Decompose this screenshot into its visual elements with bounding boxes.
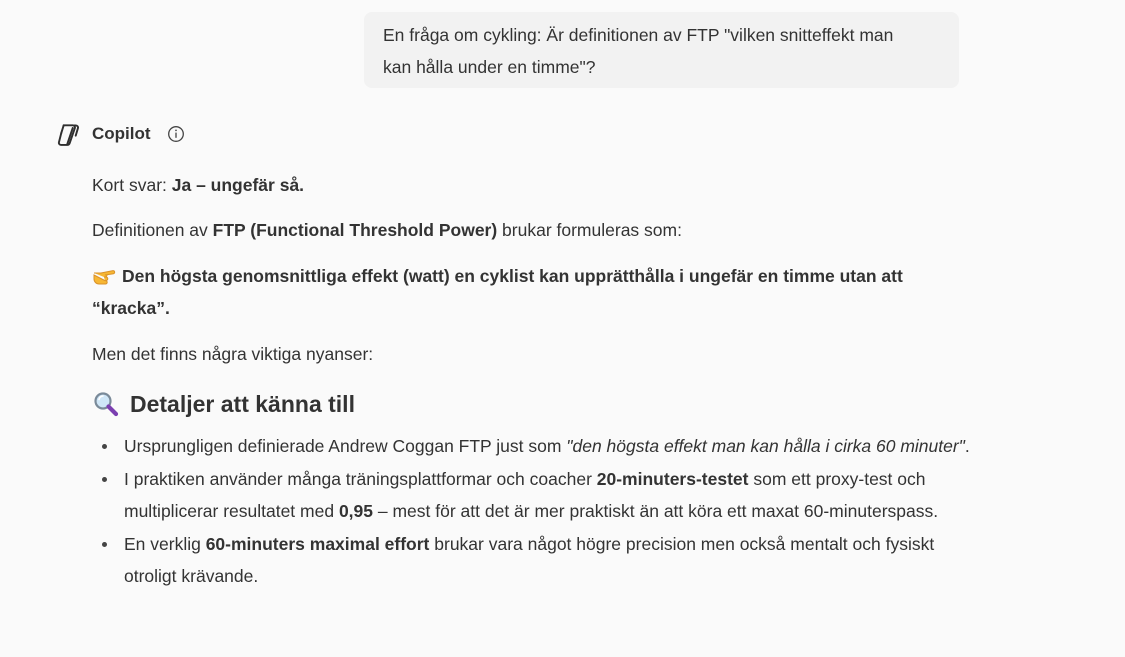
short-answer-paragraph [92,169,304,201]
assistant-name: Copilot [92,124,151,143]
list-item-text: . [964,436,970,456]
short-answer-text: Ja – ungefär så. [171,175,305,195]
definition-term: FTP (Functional Threshold Power) [212,220,498,240]
pointing-hand-icon [92,264,116,286]
list-item [92,528,972,592]
nuance-intro: Men det finns några viktiga nyanser: [92,344,374,364]
user-message-line-2: kan hålla under en timme"? [383,57,596,77]
list-item-emphasis: 20-minuters-testet [596,469,749,489]
definition-paragraph [92,214,682,246]
copilot-logo-icon [55,121,82,148]
list-item [92,463,972,527]
callout-text: Den högsta genomsnittliga effekt (watt) en cyklist kan upprätthålla i ungefär en timme utan att “kracka”. [92,266,903,318]
list-item [92,430,972,462]
list-item-emphasis: 60-minuters maximal effort [205,534,430,554]
list-item-text: – mest för att det är mer praktiskt än att köra ett maxat 60-minuterspass. [373,501,939,521]
user-message-line-1: En fråga om cykling: Är definitionen av FTP "vilken snitteffekt man [383,25,894,45]
definition-suffix: brukar formuleras som: [497,220,682,240]
list-item-text: En verklig [124,534,206,554]
list-item-quote: "den högsta effekt man kan hålla i cirka 60 minuter" [566,436,965,456]
list-item-text: brukar vara något högre precision men också mentalt och fysiskt otroligt krävande. [124,534,935,586]
definition-callout [92,260,972,324]
details-list [92,430,972,593]
short-answer-prefix: Kort svar: [92,175,172,195]
magnifier-icon [92,390,120,418]
copilot-header [55,119,185,149]
section-heading [92,388,355,420]
user-message-bubble [364,12,959,88]
list-item-text: som ett proxy-test och multiplicerar resultatet med [124,469,926,521]
info-icon[interactable] [167,125,185,143]
definition-prefix: Definitionen av [92,220,213,240]
list-item-text: Ursprungligen definierade Andrew Coggan FTP just som [124,436,567,456]
list-item-emphasis: 0,95 [338,501,374,521]
section-title: Detaljer att känna till [130,391,355,417]
list-item-text: I praktiken använder många träningsplattformar och coacher [124,469,597,489]
